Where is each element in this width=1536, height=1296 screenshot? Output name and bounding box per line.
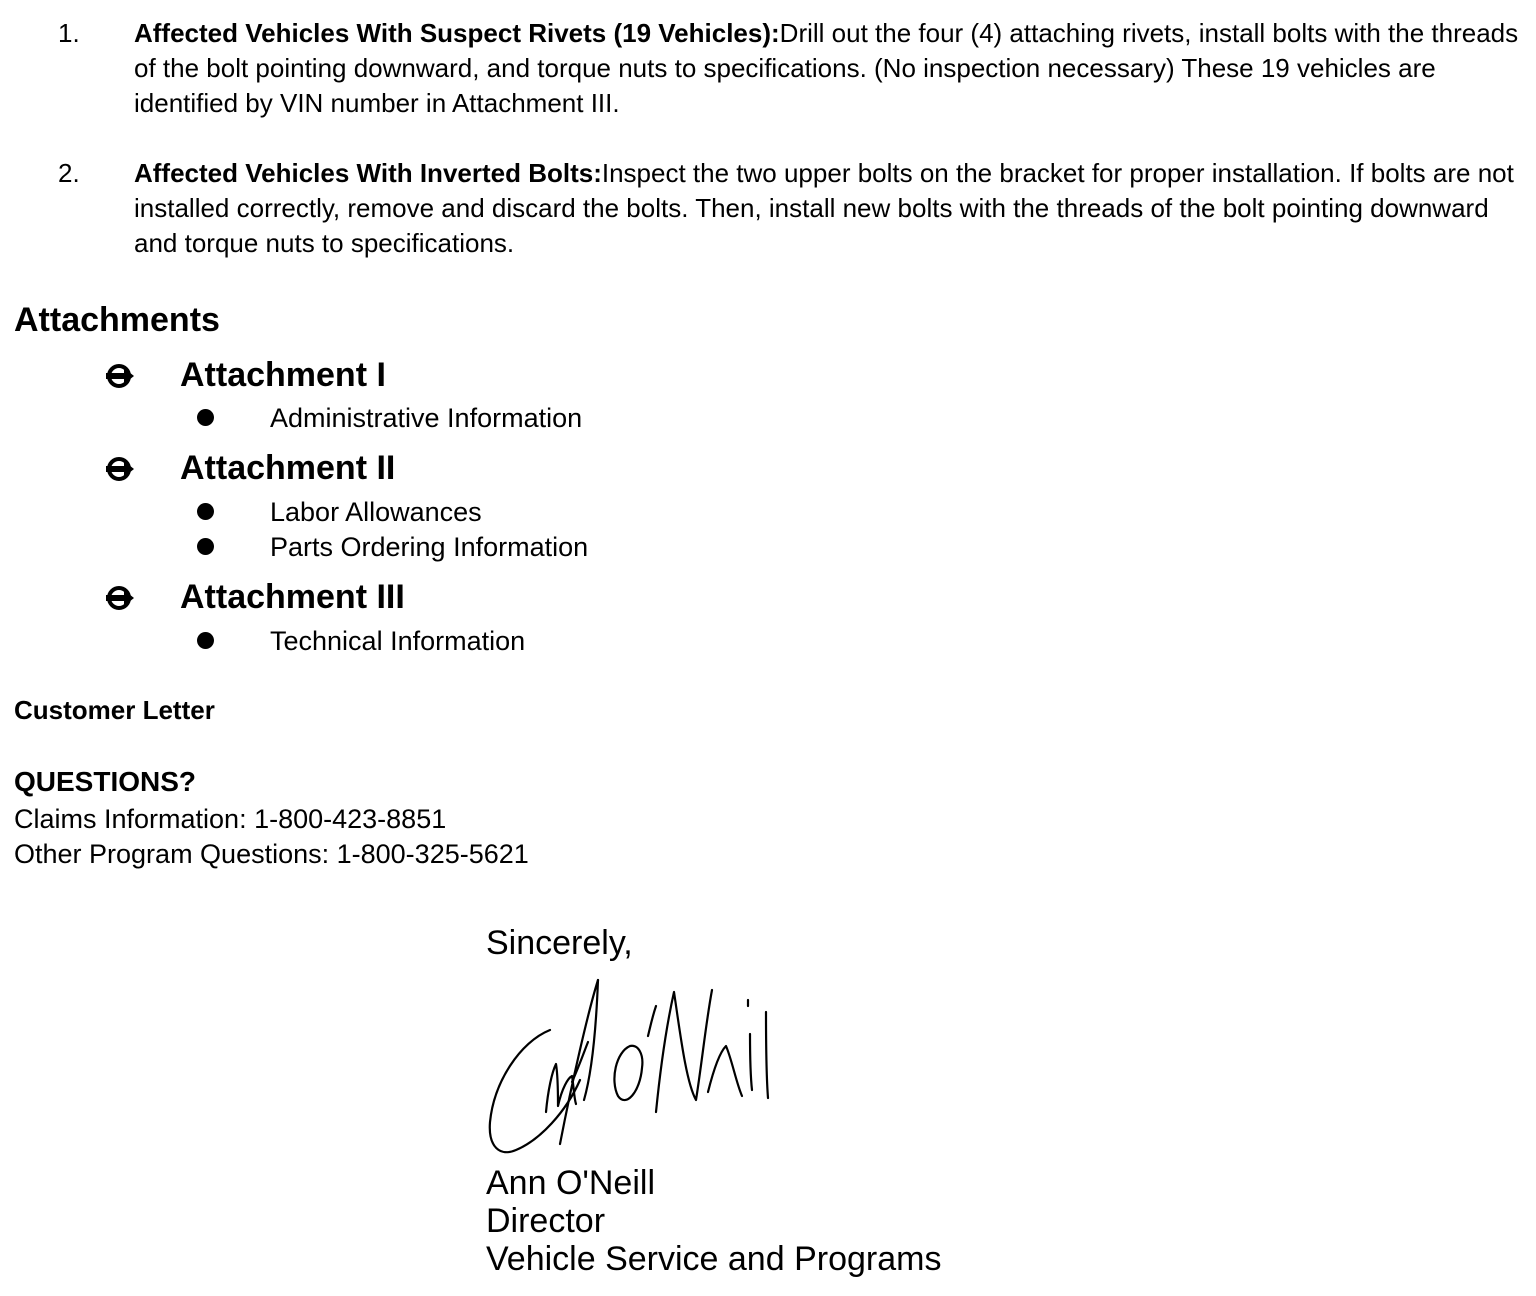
bullet-item: Technical Information xyxy=(270,626,526,656)
bullet-item: Parts Ordering Information xyxy=(270,532,589,562)
closing-salutation: Sincerely, xyxy=(486,924,633,962)
arrow-circle-icon xyxy=(106,585,136,611)
customer-letter-label: Customer Letter xyxy=(14,695,215,725)
step-number: 2. xyxy=(58,158,80,188)
bullet-item: Administrative Information xyxy=(270,403,583,433)
arrow-circle-icon xyxy=(106,363,136,389)
step-title: Affected Vehicles With Inverted Bolts: xyxy=(134,158,602,188)
bullet-icon xyxy=(197,538,214,555)
other-contact: Other Program Questions: 1-800-325-5621 xyxy=(14,839,529,869)
attachment-title: Attachment III xyxy=(180,578,405,616)
bullet-icon xyxy=(197,409,214,426)
bullet-icon xyxy=(197,503,214,520)
step-number: 1. xyxy=(58,18,80,48)
step-description: Inspect the two upper bolts on the bracket for proper installation. If bolts are not installed correctly, remove and discard the bolts. Then, install new bolts with the threads of the bolt pointing downward and torque nuts to specifications. xyxy=(134,158,1514,258)
questions-heading: QUESTIONS? xyxy=(14,766,197,797)
bullet-item: Labor Allowances xyxy=(270,497,482,527)
bullet-icon xyxy=(197,632,214,649)
arrow-circle-icon xyxy=(106,456,136,482)
attachments-heading: Attachments xyxy=(14,301,220,339)
signer-department: Vehicle Service and Programs xyxy=(486,1240,942,1278)
signer-title: Director xyxy=(486,1202,606,1240)
step-text xyxy=(134,156,1526,261)
attachment-title: Attachment I xyxy=(180,356,386,394)
step-title: Affected Vehicles With Suspect Rivets (19 Vehicles): xyxy=(134,18,780,48)
step-text xyxy=(134,16,1526,121)
attachment-title: Attachment II xyxy=(180,449,396,487)
step-description: Drill out the four (4) attaching rivets, install bolts with the threads of the bolt pointing downward, and torque nuts to specifications. (No inspection necessary) These 19 vehicles are identified by VIN number in Attachment III. xyxy=(134,18,1519,118)
signer-name: Ann O'Neill xyxy=(486,1164,656,1202)
signature-icon xyxy=(480,972,800,1162)
claims-contact: Claims Information: 1-800-423-8851 xyxy=(14,804,447,834)
